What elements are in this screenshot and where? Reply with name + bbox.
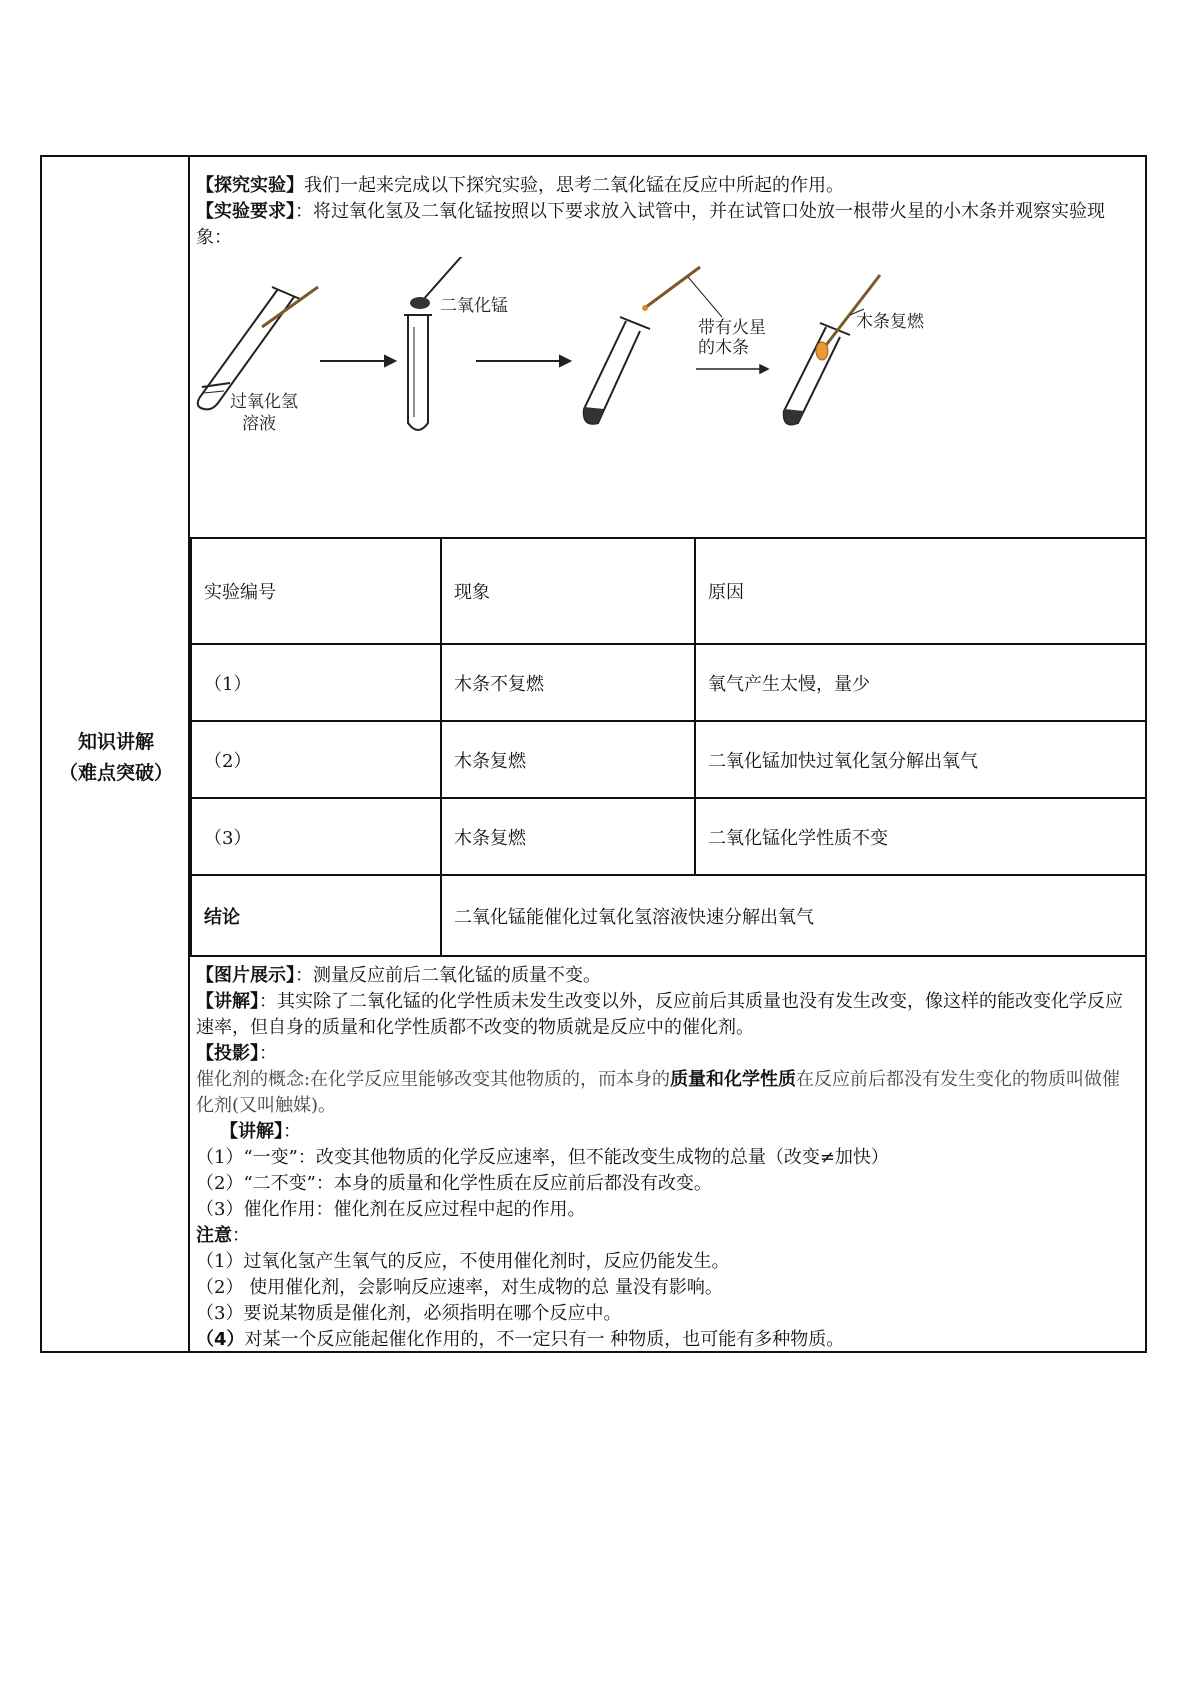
proj-colon: ：: [259, 1043, 277, 1064]
mno2-deposit-4: [784, 409, 804, 424]
row-reason: 二氧化锰加快过氧化氢分解出氧气: [695, 721, 1146, 798]
section-label-column: [42, 157, 190, 1351]
table-row: [191, 798, 1146, 875]
figure-label-splint-line2: 的木条: [698, 338, 749, 358]
figure-label-splint-line1: 带有火星: [698, 318, 766, 338]
arrow-3: [696, 365, 768, 373]
point-item: （1）“一变”：改变其他物质的化学反应速率，但不能改变生成物的总量（改变≠加快）: [196, 1147, 889, 1168]
splint-3: [642, 267, 722, 317]
conclusion-text: 二氧化锰能催化过氧化氢溶液快速分解出氧气: [441, 875, 1146, 956]
test-tube-3: [584, 317, 650, 424]
figure-label-mno2: 二氧化锰: [440, 296, 508, 316]
explain2-colon: ：: [283, 1121, 301, 1142]
conclusion-label: 结论: [191, 875, 441, 956]
row-phenomenon: 木条复燃: [441, 798, 695, 875]
experiment-illustration: [190, 257, 1150, 537]
point-item: （3）催化作用：催化剂在反应过程中起的作用。: [196, 1199, 586, 1220]
explain-tag: 【讲解】: [196, 991, 259, 1012]
explain-text: ：其实除了二氧化锰的化学性质未发生改变以外，反应前后其质量也没有发生改变，像这样的能改变化学反应速率，但自身的质量和化学性质都不改变的物质就是反应中的催化剂。: [196, 991, 1123, 1038]
header-reason: 原因: [695, 538, 1146, 644]
lesson-frame: [40, 155, 1147, 1353]
attention4-num: （4）: [196, 1329, 245, 1350]
concept-a: 催化剂的概念:在化学反应里能够改变其他物质的，而本身的: [196, 1069, 671, 1090]
row-id: （2）: [191, 721, 441, 798]
arrow-1: [320, 356, 395, 366]
splint-1: [262, 287, 318, 327]
proj-tag: 【投影】: [196, 1043, 259, 1064]
pic-text: ：测量反应前后二氧化锰的质量不变。: [295, 965, 601, 986]
attention4-text: 对某一个反应能起催化作用的，不一定只有一 种物质，也可能有多种物质。: [244, 1329, 845, 1350]
concept-b: 在反应前后都没有发生变化的物质叫做催化剂(又叫触媒)。: [196, 1069, 1121, 1116]
figure-label-h2o2-line2: 溶液: [242, 414, 276, 434]
table-row: [191, 644, 1146, 721]
attention-item: （3）要说某物质是催化剂，必须指明在哪个反应中。: [196, 1303, 622, 1324]
test-tube-2: [404, 315, 432, 430]
intro-text: [196, 173, 1137, 251]
arrow-2: [476, 356, 570, 366]
mno2-deposit-3: [584, 407, 604, 424]
attention-colon: ：: [232, 1225, 250, 1246]
section-label-line2: （难点突破）: [58, 762, 173, 784]
row-phenomenon: 木条复燃: [441, 721, 695, 798]
section-label-line1: 知识讲解: [77, 731, 154, 753]
explanation-notes: [196, 963, 1137, 1353]
attention-item: （1）过氧化氢产生氧气的反应，不使用催化剂时，反应仍能发生。: [196, 1251, 730, 1272]
attention-item: （2） 使用催化剂，会影响反应速率，对生成物的总 量没有影响。: [196, 1277, 723, 1298]
header-id: 实验编号: [191, 538, 441, 644]
experiment-figure: [190, 257, 1150, 537]
content-column: [190, 157, 1145, 1351]
row-reason: 二氧化锰化学性质不变: [695, 798, 1146, 875]
experiment-table: [190, 537, 1147, 957]
row-id: （1）: [191, 644, 441, 721]
test-tube-4: [784, 323, 850, 425]
explore-tag: 【探究实验】: [196, 175, 304, 196]
attention-tag: 注意: [196, 1225, 232, 1246]
figure-label-h2o2-line1: 过氧化氢: [230, 392, 298, 412]
figure-label-relight: 木条复燃: [856, 312, 924, 332]
row-phenomenon: 木条不复燃: [441, 644, 695, 721]
explain2-tag: 【讲解】: [220, 1121, 283, 1142]
row-reason: 氧气产生太慢，量少: [695, 644, 1146, 721]
concept-bold: 质量和化学性质: [670, 1069, 797, 1090]
section-label: [42, 727, 190, 789]
header-phenomenon: 现象: [441, 538, 695, 644]
point-item: （2）“二不变”：本身的质量和化学性质在反应前后都没有改变。: [196, 1173, 712, 1194]
row-id: （3）: [191, 798, 441, 875]
table-header-row: [191, 538, 1146, 644]
table-row: [191, 721, 1146, 798]
conclusion-row: [191, 875, 1146, 956]
require-tag: 【实验要求】: [196, 201, 295, 222]
require-text: ：将过氧化氢及二氧化锰按照以下要求放入试管中，并在试管口处放一根带火星的小木条并观察实验现象：: [196, 201, 1105, 248]
explore-text: 我们一起来完成以下探究实验，思考二氧化锰在反应中所起的作用。: [304, 175, 844, 196]
pic-tag: 【图片展示】: [196, 965, 295, 986]
